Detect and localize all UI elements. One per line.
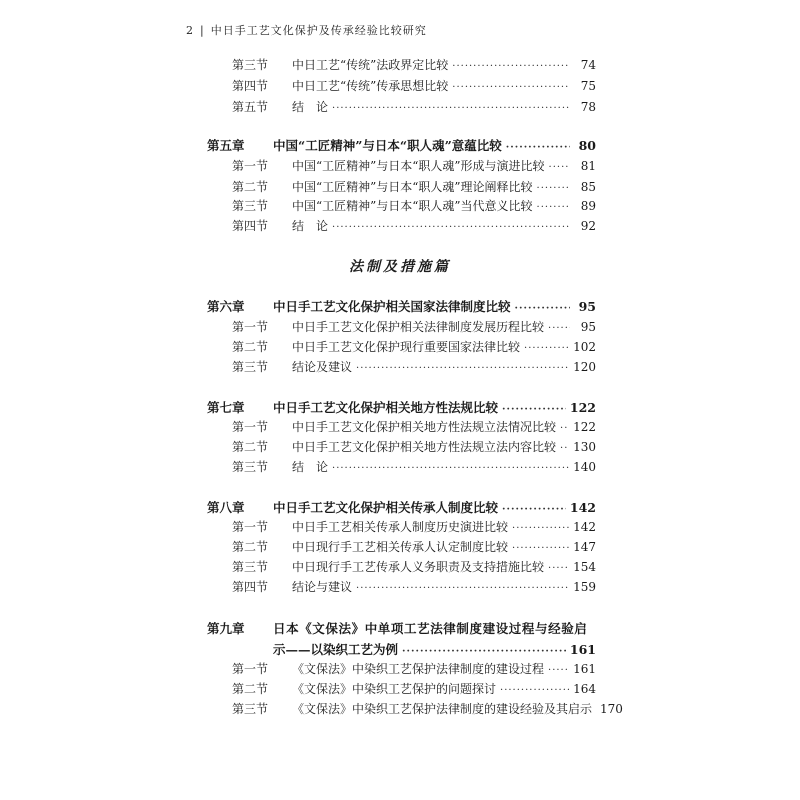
page-number: 89 [580, 199, 596, 213]
page-number: 95 [578, 299, 596, 314]
section-title: 中日现行手工艺传承人义务职责及支持措施比较 [292, 560, 545, 574]
section-label: 第三节 [232, 702, 269, 716]
page-number: 81 [580, 159, 596, 173]
section-title: 结论及建议 [292, 360, 353, 374]
toc-entry-section[interactable] [232, 98, 596, 115]
dot-leader [512, 543, 569, 554]
part-title: 法制及措施篇 [349, 259, 451, 275]
dot-leader [537, 202, 570, 213]
chapter-title: 中日手工艺文化保护相关国家法律制度比较 [273, 299, 511, 314]
dot-leader [560, 423, 569, 434]
chapter-label: 第九章 [207, 621, 245, 636]
toc-entry-section[interactable] [232, 538, 596, 555]
dot-leader [502, 404, 566, 415]
page-number: 142 [569, 500, 596, 515]
toc-entry-section[interactable] [232, 157, 596, 174]
toc-entry-section[interactable] [232, 438, 596, 455]
dot-leader [548, 323, 570, 334]
section-title: 中日工艺“传统”法政界定比较 [292, 58, 449, 72]
dot-leader [402, 646, 566, 657]
toc-entry-section[interactable] [232, 518, 596, 535]
section-title: 结论与建议 [292, 580, 353, 594]
page-number: 102 [573, 340, 596, 354]
section-title: 结 论 [292, 100, 329, 114]
toc-entry-section[interactable] [232, 318, 596, 335]
section-label: 第三节 [232, 199, 269, 213]
page-number: 140 [573, 460, 596, 474]
toc-entry-section[interactable] [232, 197, 596, 214]
dot-leader [537, 183, 570, 194]
toc-entry-section[interactable] [232, 358, 596, 375]
section-title: 中日手工艺文化保护现行重要国家法律比较 [292, 340, 521, 354]
dot-leader [548, 563, 569, 574]
toc-entry-chapter-line1[interactable] [207, 619, 587, 637]
page-number: 161 [569, 642, 596, 657]
page-number: 154 [573, 560, 596, 574]
chapter-title: 中日手工艺文化保护相关传承人制度比较 [273, 500, 499, 515]
header-page-number: 2 [186, 24, 194, 37]
header-book-title: 中日手工艺文化保护及传承经验比较研究 [210, 24, 427, 37]
page-number: 74 [580, 58, 596, 72]
dot-leader [548, 665, 569, 676]
dot-leader [332, 463, 569, 474]
section-label: 第一节 [232, 159, 269, 173]
dot-leader [452, 61, 570, 72]
page-number: 95 [580, 320, 596, 334]
page-number: 164 [573, 682, 596, 696]
page-number: 80 [578, 138, 596, 153]
page-number: 147 [573, 540, 596, 554]
dot-leader [515, 303, 570, 314]
section-label: 第一节 [232, 662, 269, 676]
section-label: 第二节 [232, 440, 269, 454]
toc-entry-chapter-line2[interactable] [273, 640, 596, 658]
section-title: 中国“工匠精神”与日本“职人魂”形成与演进比较 [292, 159, 545, 173]
toc-entry-chapter[interactable] [207, 498, 596, 516]
page-number: 161 [573, 662, 596, 676]
section-title: 结 论 [292, 219, 329, 233]
page-number: 92 [580, 219, 596, 233]
section-label: 第二节 [232, 540, 269, 554]
page-number: 85 [580, 180, 596, 194]
page-number: 122 [569, 400, 596, 415]
section-title: 中日现行手工艺相关传承人认定制度比较 [292, 540, 509, 554]
page-number: 122 [573, 420, 596, 434]
page-number: 120 [573, 360, 596, 374]
page-number: 159 [573, 580, 596, 594]
section-title: 《文保法》中染织工艺保护法律制度的建设经验及其启示 [292, 702, 593, 716]
toc-entry-section[interactable] [232, 56, 596, 73]
chapter-label: 第八章 [207, 500, 245, 515]
section-label: 第一节 [232, 320, 269, 334]
section-title: 中日手工艺文化保护相关地方性法规立法情况比较 [292, 420, 557, 434]
toc-entry-chapter[interactable] [207, 136, 596, 154]
section-label: 第三节 [232, 58, 269, 72]
chapter-label: 第五章 [207, 138, 245, 153]
dot-leader [356, 363, 569, 374]
section-label: 第五节 [232, 100, 269, 114]
toc-entry-section[interactable] [232, 77, 596, 94]
page-number: 78 [580, 100, 596, 114]
toc-entry-section[interactable] [232, 700, 623, 717]
section-title: 《文保法》中染织工艺保护的问题探讨 [292, 682, 497, 696]
page-number: 170 [600, 702, 623, 716]
section-label: 第四节 [232, 580, 269, 594]
dot-leader [524, 343, 569, 354]
dot-leader [356, 583, 569, 594]
toc-entry-chapter[interactable] [207, 297, 596, 315]
toc-entry-section[interactable] [232, 660, 596, 677]
chapter-label: 第六章 [207, 299, 245, 314]
toc-entry-section[interactable] [232, 578, 596, 595]
section-label: 第三节 [232, 460, 269, 474]
chapter-label: 第七章 [207, 400, 245, 415]
toc-entry-section[interactable] [232, 178, 596, 195]
toc-entry-section[interactable] [232, 680, 596, 697]
section-title: 《文保法》中染织工艺保护法律制度的建设过程 [292, 662, 545, 676]
toc-entry-section[interactable] [232, 217, 596, 234]
section-title: 中日手工艺文化保护相关法律制度发展历程比较 [292, 320, 545, 334]
dot-leader [560, 443, 569, 454]
section-title: 中日工艺“传统”传承思想比较 [292, 79, 449, 93]
section-label: 第三节 [232, 560, 269, 574]
toc-entry-section[interactable] [232, 338, 596, 355]
section-label: 第四节 [232, 79, 269, 93]
page-number: 130 [573, 440, 596, 454]
section-label: 第三节 [232, 360, 269, 374]
page-number: 142 [573, 520, 596, 534]
dot-leader [502, 504, 566, 515]
section-title: 中日手工艺相关传承人制度历史演进比较 [292, 520, 509, 534]
dot-leader [506, 142, 570, 153]
section-label: 第二节 [232, 340, 269, 354]
dot-leader [512, 523, 569, 534]
section-title: 结 论 [292, 460, 329, 474]
dot-leader [500, 685, 569, 696]
chapter-title: 中国“工匠精神”与日本“职人魂”意蕴比较 [273, 138, 502, 153]
dot-leader [452, 82, 570, 93]
section-label: 第二节 [232, 180, 269, 194]
chapter-title-line1: 日本《文保法》中单项工艺法律制度建设过程与经验启 [273, 621, 588, 636]
dot-leader [332, 103, 570, 114]
toc-entry-chapter[interactable] [207, 398, 596, 416]
section-label: 第四节 [232, 219, 269, 233]
section-title: 中国“工匠精神”与日本“职人魂”理论阐释比较 [292, 180, 533, 194]
section-title: 中国“工匠精神”与日本“职人魂”当代意义比较 [292, 199, 533, 213]
toc-entry-section[interactable] [232, 458, 596, 475]
section-title: 中日手工艺文化保护相关地方性法规立法内容比较 [292, 440, 557, 454]
chapter-title-line2: 示——以染织工艺为例 [273, 642, 399, 657]
header-separator: | [200, 24, 205, 37]
chapter-title: 中日手工艺文化保护相关地方性法规比较 [273, 400, 499, 415]
section-label: 第一节 [232, 420, 269, 434]
dot-leader [332, 222, 570, 233]
toc-entry-section[interactable] [232, 418, 596, 435]
toc-entry-section[interactable] [232, 558, 596, 575]
dot-leader [549, 162, 570, 173]
section-label: 第一节 [232, 520, 269, 534]
section-label: 第二节 [232, 682, 269, 696]
page-number: 75 [580, 79, 596, 93]
running-head [186, 22, 427, 38]
